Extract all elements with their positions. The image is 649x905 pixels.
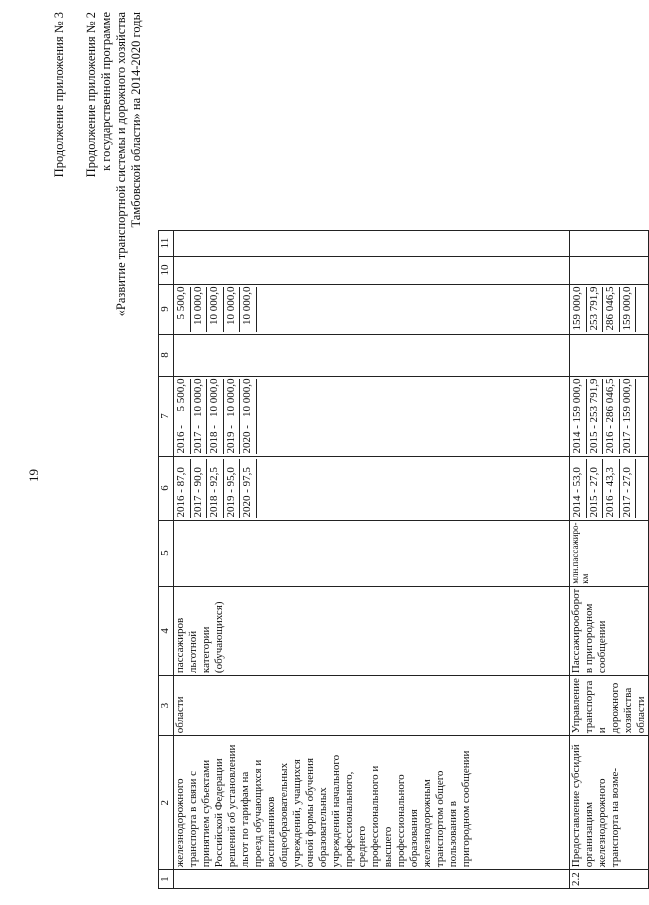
measure-description: железнодорожного транспорта в связи с принятием субъектами Российской Федерации решений об установлении льгот по тарифам на проезд обучающихся и воспитанников общеобразовательных учреждений, учащихся очной формы обучения образовательных учреждений начального профессионального, среднего профессионального и высшего профессионального образования железнодорожным транспортом общего пользования в пригородном сообщении [174,736,570,870]
col-10-cell [174,256,570,284]
indicator-value: 2020 - 97,5 [240,459,257,518]
funding-amount: 10 000,0 [224,378,237,418]
col-10-cell [570,256,649,284]
funding-year: 2019 - [224,425,237,454]
funding-amount: 159 000,0 [620,378,633,423]
funding-values [570,376,649,456]
budget-value: 10 000,0 [240,287,257,332]
funding-amount: 286 046,5 [604,378,616,423]
funding-amount: 253 791,9 [587,378,600,423]
funding-amount: 10 000,0 [208,378,220,418]
col-8-cell [570,334,649,376]
budget-value: 286 046,5 [603,287,620,332]
budget-value: 10 000,0 [207,287,224,332]
funding-amount: 10 000,0 [191,378,204,418]
funding-entry [207,379,224,454]
unit: млн.пассажиро-км [570,520,649,586]
funding-year: 2016 - [175,425,187,454]
table-row [174,230,570,888]
col-number: 8 [159,334,174,376]
indicator-value: 2017 - 90,0 [191,459,208,518]
table-row [570,230,649,888]
funding-year: 2020 - [241,425,253,454]
funding-entry [620,379,637,454]
budget-values [570,284,649,334]
indicator-value: 2016 - 43,3 [603,459,620,518]
budget-value: 253 791,9 [587,287,604,332]
funding-values [174,376,570,456]
funding-year: 2017 - [620,425,633,454]
funding-amount: 5 500,0 [175,378,187,412]
page-number: 19 [26,469,41,482]
appendix-header [84,12,144,316]
col-number: 2 [159,736,174,870]
funding-entry [587,379,604,454]
budget-value: 159 000,0 [620,287,637,332]
col-number: 9 [159,284,174,334]
col-number: 5 [159,520,174,586]
program-table [158,230,649,889]
funding-year: 2018 - [208,425,220,454]
col-number: 7 [159,376,174,456]
col-11-cell [570,230,649,256]
continuation-label: Продолжение приложения № 3 [52,12,66,178]
col-number: 3 [159,676,174,736]
budget-values [174,284,570,334]
indicator-value: 2014 - 53,0 [570,459,587,518]
indicator-value: 2019 - 95,0 [224,459,241,518]
appendix-line-1: Продолжение приложения № 2 [84,12,98,178]
indicator-values [174,456,570,520]
budget-value: 10 000,0 [224,287,241,332]
indicator-value: 2016 - 87,0 [174,459,191,518]
indicator-values [570,456,649,520]
funding-amount: 10 000,0 [241,378,253,418]
budget-value: 5 500,0 [174,287,191,332]
funding-entry [603,379,620,454]
continuation-header [52,12,67,177]
executor: Управление транспорта и дорожного хозяйства области [570,676,649,736]
budget-value: 159 000,0 [570,287,587,332]
appendix-line-3: «Развитие транспортной системы и дорожного хозяйства [114,12,128,317]
measure-description: Предоставление субсидий организациям железнодорожного транспорта на возме- [570,736,649,870]
row-num: 2.2 [570,870,649,889]
col-number: 6 [159,456,174,520]
indicator: Пассажирооборот в пригородном сообщении [570,586,649,675]
col-number: 1 [159,870,174,889]
appendix-line-2: к государственной программе [99,12,113,171]
executor: области [174,676,570,736]
col-number: 11 [159,230,174,256]
funding-entry [240,379,257,454]
funding-year: 2015 - [587,425,600,454]
indicator-value: 2017 - 27,0 [620,459,637,518]
col-number: 4 [159,586,174,675]
budget-value: 10 000,0 [191,287,208,332]
funding-entry [570,379,587,454]
funding-entry [191,379,208,454]
funding-entry [224,379,241,454]
col-number: 10 [159,256,174,284]
funding-year: 2016 - [604,425,616,454]
row-num [174,870,570,889]
col-8-cell [174,334,570,376]
indicator-value: 2015 - 27,0 [587,459,604,518]
unit [174,520,570,586]
appendix-line-4: Тамбовской области» на 2014-2020 годы [129,12,143,228]
column-number-row [159,230,174,888]
funding-entry [174,379,191,454]
funding-amount: 159 000,0 [571,378,583,423]
indicator-value: 2018 - 92,5 [207,459,224,518]
col-11-cell [174,230,570,256]
funding-year: 2014 - [571,425,583,454]
funding-year: 2017 - [191,425,204,454]
indicator: пассажиров льготной категории (обучающихся) [174,586,570,675]
